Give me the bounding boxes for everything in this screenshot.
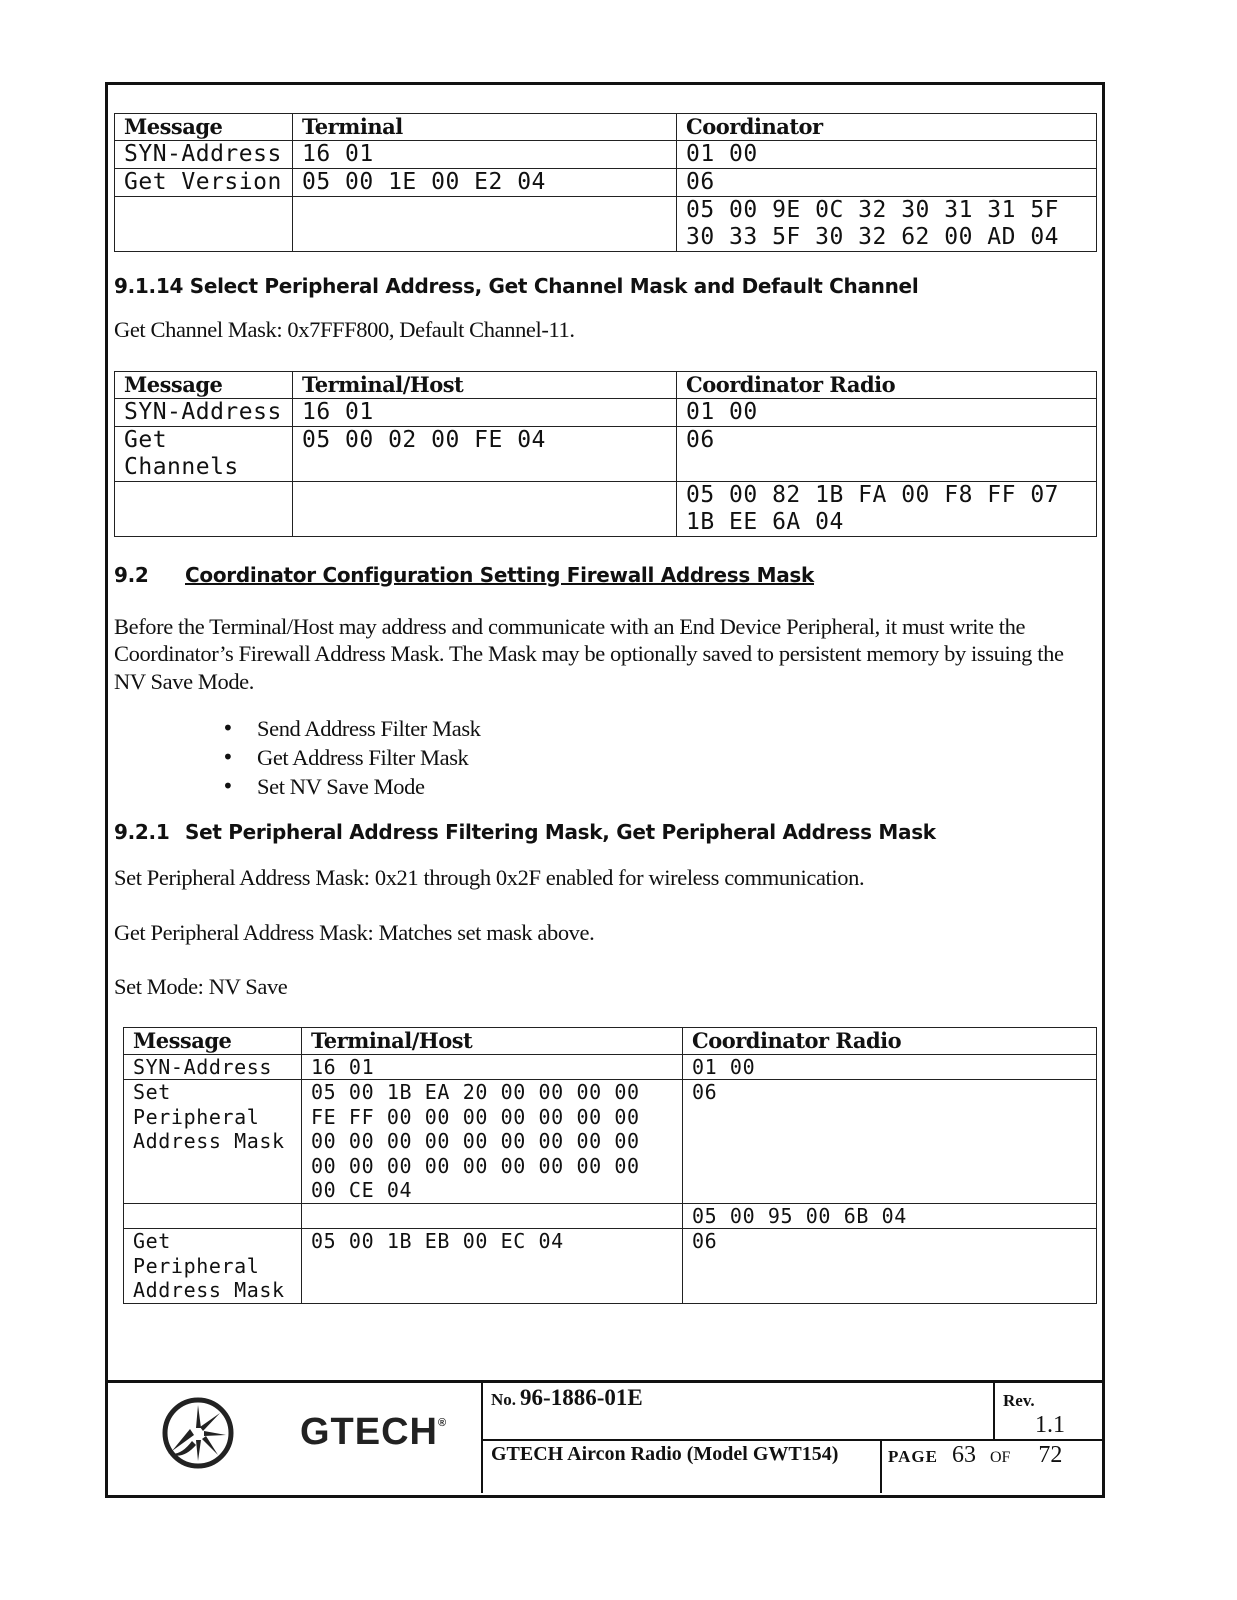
address-mask-message-table [123, 1027, 1097, 1304]
table-header-coordinator-radio: Coordinator Radio [683, 1027, 1097, 1054]
table-header-message: Message [115, 371, 293, 398]
table-cell: 05 00 1E 00 E2 04 [293, 169, 677, 197]
table-cell [115, 481, 293, 536]
table-row [115, 426, 1097, 481]
table-cell: 06 [677, 169, 1097, 197]
section-heading-9-1-14: 9.1.14 Select Peripheral Address, Get Channel Mask and Default Channel [114, 274, 919, 298]
table-cell: 05 00 1B EB 00 EC 04 [302, 1229, 683, 1304]
table-cell: 05 00 82 1B FA 00 F8 FF 07 1B EE 6A 04 [677, 481, 1097, 536]
channel-mask-text: Get Channel Mask: 0x7FFF800, Default Channel-11. [114, 317, 575, 342]
page-number-field [888, 1442, 1062, 1469]
table-cell: 05 00 9E 0C 32 30 31 31 5F 30 33 5F 30 32 62 00 AD 04 [677, 197, 1097, 252]
section-number: 9.2 [114, 562, 149, 587]
list-item: • Get Address Filter Mask [114, 743, 1096, 772]
footer-divider [880, 1439, 882, 1493]
table-cell [293, 481, 677, 536]
doc-number-label: No. [491, 1390, 517, 1409]
table-cell: 06 [677, 426, 1097, 481]
table-header-message: Message [124, 1027, 302, 1054]
table-cell: 01 00 [677, 398, 1097, 426]
section-number: 9.2.1 [114, 820, 170, 844]
table-cell: 05 00 1B EA 20 00 00 00 00 FE FF 00 00 00 00 00 00 00 00 00 00 00 00 00 00 00 00 00 00 00 00 00 00 00 00 00 00 CE 04 [302, 1080, 683, 1204]
table-cell: SYN-Address [115, 141, 293, 169]
table-cell: 06 [683, 1229, 1097, 1304]
table-cell: Get Channels [115, 426, 293, 481]
table-cell [115, 197, 293, 252]
document-footer [105, 1380, 1105, 1501]
list-item: • Set NV Save Mode [114, 772, 1096, 801]
set-mode-text: Set Mode: NV Save [114, 974, 288, 999]
registered-mark: ® [438, 1417, 448, 1429]
table-cell: 01 00 [677, 141, 1097, 169]
version-message-table [114, 113, 1097, 252]
get-mask-text: Get Peripheral Address Mask: Matches set mask above. [114, 919, 595, 945]
rev-label: Rev. [1003, 1391, 1035, 1410]
table-cell: SYN-Address [124, 1054, 302, 1080]
table-cell: Set Peripheral Address Mask [124, 1080, 302, 1204]
table-header-terminal-host: Terminal/Host [302, 1027, 683, 1054]
table-cell: SYN-Address [115, 398, 293, 426]
table-cell [124, 1203, 302, 1229]
list-item: • Send Address Filter Mask [114, 714, 1096, 743]
channels-message-table [114, 371, 1097, 537]
section-title: Coordinator Configuration Setting Firewall Address Mask [185, 562, 815, 587]
table-header-terminal-host: Terminal/Host [293, 371, 677, 398]
firewall-steps-list [114, 714, 1096, 801]
table-cell: 16 01 [293, 141, 677, 169]
table-row [115, 141, 1097, 169]
set-mask-text: Set Peripheral Address Mask: 0x21 through 0x2F enabled for wireless communication. [114, 865, 865, 890]
section-heading-9-2-1 [114, 819, 1096, 845]
table-row [124, 1080, 1097, 1204]
gtech-logo [160, 1395, 448, 1465]
table-row [115, 481, 1097, 536]
of-label: OF [989, 1449, 1011, 1466]
rev-value: 1.1 [1035, 1412, 1065, 1438]
doc-number: 96-1886-01E [520, 1385, 643, 1410]
page-content [114, 112, 1096, 1304]
section-title: Set Peripheral Address Filtering Mask, Get Peripheral Address Mask [185, 820, 936, 844]
footer-divider [481, 1439, 1105, 1441]
table-row [124, 1054, 1097, 1080]
logo-name: GTECH [300, 1411, 438, 1453]
table-header-terminal: Terminal [293, 114, 677, 141]
table-row [124, 1229, 1097, 1304]
footer-divider [481, 1383, 483, 1493]
doc-number-field [491, 1385, 643, 1411]
section-heading-9-2 [114, 562, 1096, 588]
table-row [115, 398, 1097, 426]
table-row [115, 197, 1097, 252]
table-cell: 05 00 95 00 6B 04 [683, 1203, 1097, 1229]
table-row [115, 169, 1097, 197]
page-number: 63 [951, 1442, 976, 1468]
footer-divider [993, 1383, 995, 1440]
page-total: 72 [1038, 1442, 1063, 1468]
logo-wordmark [300, 1411, 447, 1454]
gtech-burst-icon [160, 1395, 236, 1471]
firewall-intro-paragraph: Before the Terminal/Host may address and communicate with an End Device Peripheral, it must write the Coordinator’s Firewall Address Mask. The Mask may be optionally saved to persistent memory by issuing the NV Save Mode. [114, 613, 1064, 694]
table-cell [302, 1203, 683, 1229]
table-cell [293, 197, 677, 252]
table-cell: 05 00 02 00 FE 04 [293, 426, 677, 481]
table-cell: Get Version [115, 169, 293, 197]
table-header-coordinator-radio: Coordinator Radio [677, 371, 1097, 398]
table-header-message: Message [115, 114, 293, 141]
product-name: GTECH Aircon Radio (Model GWT154) [491, 1443, 839, 1465]
table-cell: 16 01 [302, 1054, 683, 1080]
table-cell: 16 01 [293, 398, 677, 426]
table-row [124, 1203, 1097, 1229]
table-header-coordinator: Coordinator [677, 114, 1097, 141]
page-label: PAGE [888, 1447, 938, 1466]
table-cell: Get Peripheral Address Mask [124, 1229, 302, 1304]
table-cell: 06 [683, 1080, 1097, 1204]
table-cell: 01 00 [683, 1054, 1097, 1080]
